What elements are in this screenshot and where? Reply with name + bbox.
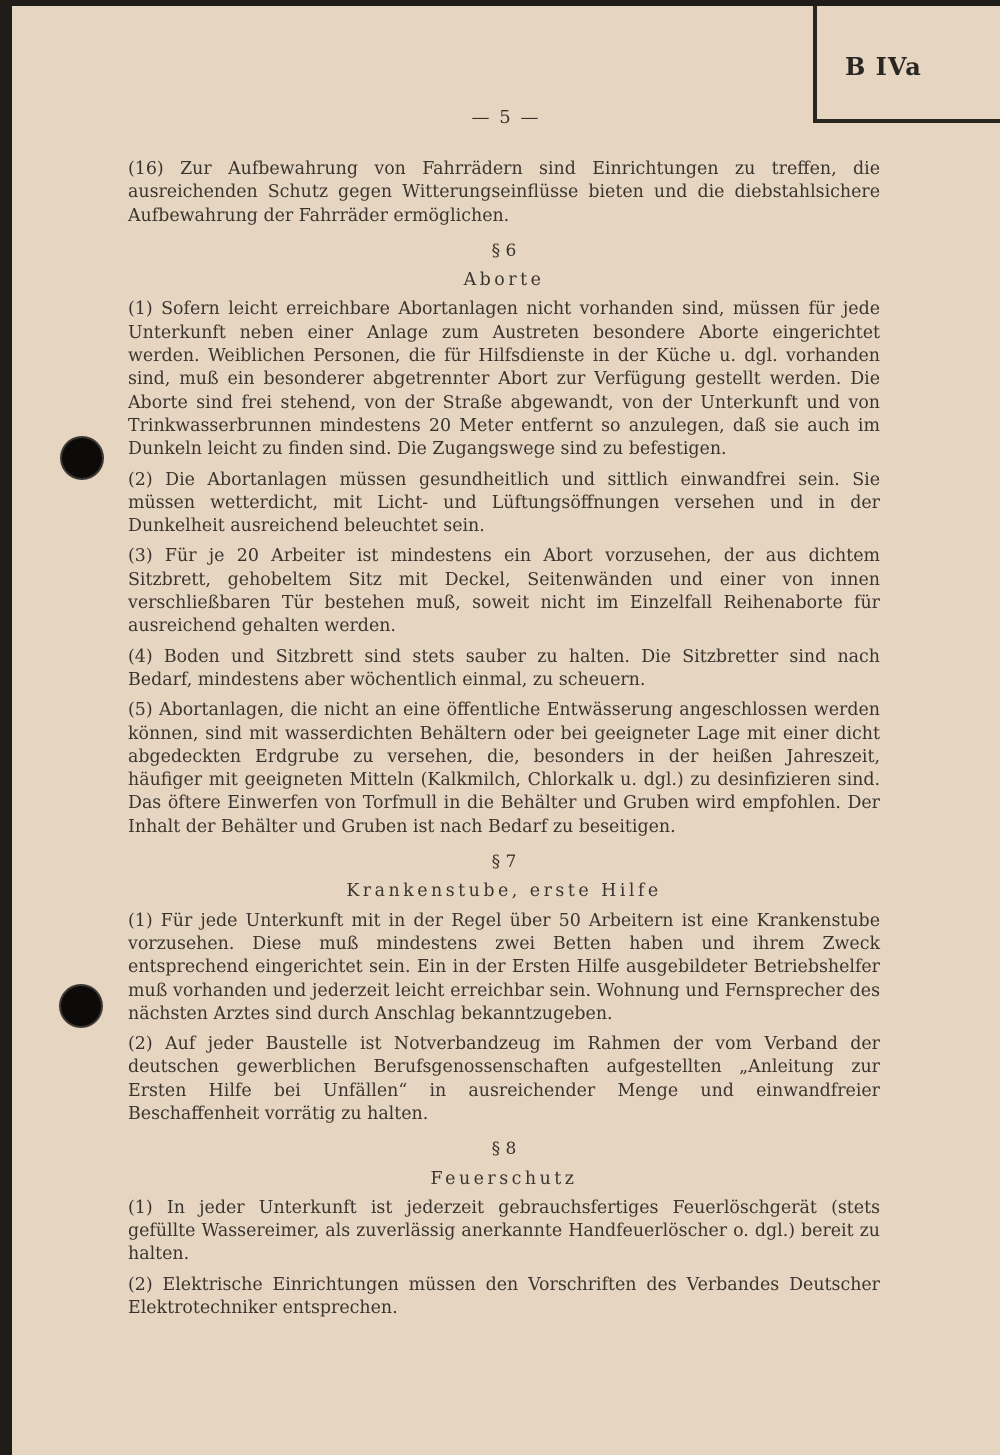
section-number: § 6 [491, 240, 517, 261]
paragraph: (1) Für jede Unterkunft mit in der Regel über 50 Arbeitern ist eine Krankenstube vorzusehen. Diese muß mindestens zwei Betten haben und ihrem Zweck entsprechend eingerichtet sein. Ein in der Ersten Hilfe ausgebildeter Betriebshelfer muß vorhanden und jederzeit leicht erreichbar sein. Wohnung und Fernsprecher des nächsten Arztes sind durch Anschlag bekanntzugeben. [128, 910, 880, 1024]
paragraph: (2) Auf jeder Baustelle ist Notverbandzeug im Rahmen der vom Verband der deutschen gewerblichen Berufsgenossenschaften aufgestellten „Anleitung zur Ersten Hilfe bei Unfällen“ in ausreichender Menge und einwandfreier Beschaffenheit vorrätig zu halten. [128, 1034, 880, 1124]
document-body [128, 158, 880, 1327]
section-number: § 7 [491, 852, 517, 873]
paragraph: (2) Die Abortanlagen müssen gesundheitlich und sittlich einwandfrei sein. Sie müssen wetterdicht, mit Licht- und Lüftungsöffnungen versehen und in der Dunkelheit ausreichend beleuchtet sein. [128, 469, 880, 537]
paragraph: (5) Abortanlagen, die nicht an eine öffentliche Entwässerung angeschlossen werden können, sind mit wasserdichten Behältern oder bei geeigneter Lage mit einer dicht abgedeckten Erdgrube zu versehen, die, besonders in der heißen Jahreszeit, häufiger mit geeigneten Mitteln (Kalkmilch, Chlorkalk u. dgl.) zu desinfizieren sind. Das öftere Einwerfen von Torfmull in die Behälter und Gruben wird empfohlen. Der Inhalt der Behälter und Gruben ist nach Bedarf zu beseitigen. [128, 700, 880, 837]
corner-label-box [813, 6, 1000, 123]
section-8 [128, 1138, 880, 1320]
section-7 [128, 851, 880, 1126]
paragraph: (16) Zur Aufbewahrung von Fahrrädern sind Einrichtungen zu treffen, die ausreichenden Schutz gegen Witterungseinflüsse bieten und die diebstahlsichere Aufbewahrung der Fahrräder ermöglichen. [128, 159, 880, 226]
section-title: Krankenstube, erste Hilfe [346, 881, 662, 902]
page-number: — 5 — [471, 107, 541, 128]
punch-hole-icon [62, 438, 102, 478]
section-number: § 8 [491, 1139, 517, 1160]
paragraph: (3) Für je 20 Arbeiter ist mindestens ein Abort vorzusehen, der aus dichtem Sitzbrett, gehobeltem Sitz mit Deckel, Seitenwänden und einer von innen verschließbaren Tür bestehen muß, soweit nicht im Einzelfall Reihenaborte für ausreichend gehalten werden. [128, 546, 880, 637]
paragraph: (1) Sofern leicht erreichbare Abortanlagen nicht vorhanden sind, müssen für jede Unterkunft neben einer Anlage zum Austreten besondere Aborte eingerichtet werden. Weiblichen Personen, die für Hilfsdienste in der Küche u. dgl. vorhanden sind, muß ein besonderer abgetrennter Abort zur Verfügung gestellt werden. Die Aborte sind frei stehend, von der Straße abgewandt, von der Unterkunft und von Trinkwasserbrunnen mindestens 20 Meter entfernt so anzulegen, daß sie auch im Dunkeln leicht zu finden sind. Die Zugangswege sind zu befestigen. [128, 299, 880, 460]
paragraph: (4) Boden und Sitzbrett sind stets sauber zu halten. Die Sitzbretter sind nach Bedarf, mindestens aber wöchentlich einmal, zu scheuern. [128, 646, 880, 690]
section-title: Feuerschutz [430, 1168, 578, 1189]
paragraph: (1) In jeder Unterkunft ist jederzeit gebrauchsfertiges Feuerlöschgerät (stets gefüllte Wassereimer, als zuverlässig anerkannte Handfeuerlöscher o. dgl.) bereit zu halten. [128, 1197, 880, 1265]
section-6 [128, 240, 880, 839]
corner-label: B IVa [845, 52, 922, 81]
section-title: Aborte [463, 270, 545, 291]
document-page [12, 6, 1000, 1455]
punch-hole-icon [61, 986, 101, 1026]
paragraph: (2) Elektrische Einrichtungen müssen den Vorschriften des Verbandes Deutscher Elektrotechniker entsprechen. [128, 1274, 880, 1319]
